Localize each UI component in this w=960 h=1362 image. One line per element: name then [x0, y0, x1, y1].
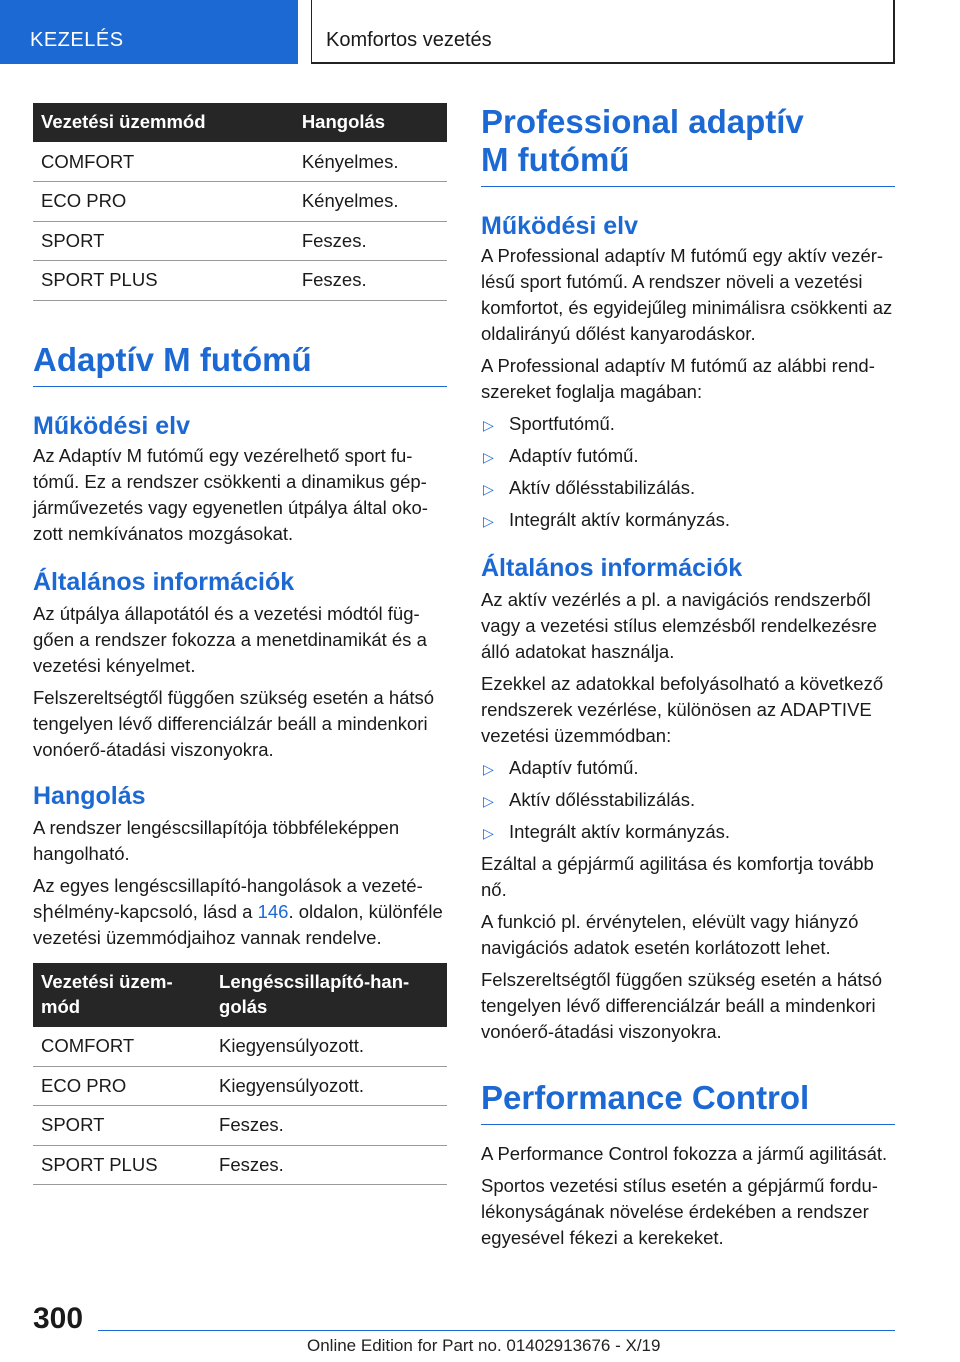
list-item-text: Adaptív futómű.: [509, 445, 639, 466]
paragraph: Felszereltségtől függően szükség esetén a hátsó tengelyen lévő differenciálzár beáll a mindenkori vonóerő-átadási viszonyokra.: [33, 686, 435, 760]
mode-tuning-table: [33, 103, 447, 301]
subsection-heading: Általános információk: [33, 567, 295, 596]
table-cell: Kényelmes.: [294, 182, 447, 222]
paragraph: Sportos vezetési stílus esetén a gépjármű fordu-lékonyságának növelése érdekében a rendszer egyesével fékezi a kerekeket.: [481, 1175, 878, 1248]
triangle-right-icon: ▷: [483, 417, 494, 433]
table-row: [33, 142, 447, 182]
table-cell: SPORT: [33, 1106, 211, 1146]
table-row: [33, 1145, 447, 1185]
list-item: [481, 411, 895, 437]
table-cell: Feszes.: [294, 261, 447, 301]
table-cell: ECO PRO: [33, 182, 294, 222]
damper-tuning-table: [33, 963, 447, 1186]
paragraph: Felszereltségtől függően szükség esetén a hátsó tengelyen lévő differenciálzár beáll a mindenkori vonóerő-átadási viszonyokra.: [481, 969, 883, 1042]
edition-note: Online Edition for Part no. 01402913676 - X/19: [307, 1336, 661, 1355]
section-label: KEZELÉS: [30, 29, 124, 51]
table-header-cell: Lengéscsillapító-han-golás: [211, 963, 447, 1027]
list-item: [481, 787, 895, 813]
paragraph: A Performance Control fokozza a jármű agilitását.: [481, 1143, 888, 1164]
list-item-text: Integrált aktív kormányzás.: [509, 821, 731, 842]
paragraph-with-link: [33, 873, 447, 951]
table-header-row: [33, 963, 447, 1027]
table-cell: SPORT PLUS: [33, 261, 294, 301]
paragraph: Az útpálya állapotától és a vezetési módtól füg-gően a rendszer fokozza a menetdinamikát és a vezetési kényelmet.: [33, 602, 427, 676]
paragraph: Az aktív vezérlés a pl. a navigációs rendszerből vagy a vezetési stílus elemzésből rendelkezésre álló adatokat használja.: [481, 589, 877, 662]
paragraph: Ezekkel az adatokkal befolyásolható a következő rendszerek vezérlése, különösen az ADAPTIVE vezetési üzemmódban:: [481, 673, 884, 746]
triangle-right-icon: ▷: [483, 825, 494, 841]
table-cell: Kényelmes.: [294, 142, 447, 182]
list-item: [481, 819, 895, 845]
triangle-right-icon: ▷: [483, 449, 494, 465]
footer-divider: [98, 1330, 895, 1331]
table-cell: SPORT PLUS: [33, 1145, 211, 1185]
table-cell: COMFORT: [33, 1027, 211, 1067]
subsection-heading: Hangolás: [33, 781, 146, 810]
subsection-heading: Működési elv: [481, 212, 638, 240]
table-row: [33, 221, 447, 261]
triangle-right-icon: ▷: [483, 761, 494, 777]
triangle-right-icon: ▷: [483, 513, 494, 529]
heading-line: M futómű: [481, 141, 630, 178]
list-item-text: Sportfutómű.: [509, 413, 615, 434]
table-cell: Feszes.: [294, 221, 447, 261]
table-cell: SPORT: [33, 221, 294, 261]
paragraph: A rendszer lengéscsillapítója többféleképpen hangolható.: [33, 816, 400, 864]
table-header-row: [33, 103, 447, 142]
chapter-title-box: [311, 0, 895, 64]
list-item: [481, 475, 895, 501]
table-cell: Feszes.: [211, 1106, 447, 1146]
list-item-text: Adaptív futómű.: [509, 757, 639, 778]
table-row: [33, 1027, 447, 1067]
list-item: [481, 507, 895, 533]
subsection-heading: Működési elv: [33, 411, 190, 440]
heading-line: Professional adaptív: [481, 103, 804, 140]
left-column: [33, 103, 447, 1185]
paragraph: A funkció pl. érvénytelen, elévült vagy hiányzó navigációs adatok esetén korlátozott lehet.: [481, 911, 859, 958]
table-cell: Feszes.: [211, 1145, 447, 1185]
component-list: [481, 411, 895, 533]
list-item-text: Aktív dőlésstabilizálás.: [509, 789, 696, 810]
list-item: [481, 755, 895, 781]
triangle-right-icon: ▷: [483, 481, 494, 497]
page-link[interactable]: 146: [257, 900, 289, 922]
table-cell: Kiegyensúlyozott.: [211, 1027, 447, 1067]
section-tab: [0, 0, 298, 64]
paragraph: A Professional adaptív M futómű egy aktív vezér-lésű sport futómű. A rendszer növeli a vezetési komfortot, és egyidejűleg minimálisra csökkenti az oldalirányú dőlést kanyarodáskor.: [481, 245, 893, 344]
table-row: [33, 1066, 447, 1106]
text-run: Az egyes lengéscsillapító-hangolások a vezeté-sիélmény-kapcsoló, lásd a: [33, 874, 423, 922]
triangle-right-icon: ▷: [483, 793, 494, 809]
list-item: [481, 443, 895, 469]
text-run: . oldalon, különféle vezetési üzemmódjaihoz vannak rendelve.: [33, 900, 443, 948]
paragraph: Ezáltal a gépjármű agilitása és komfortja tovább nő.: [481, 853, 874, 900]
table-row: [33, 182, 447, 222]
paragraph: Az Adaptív M futómű egy vezérelhető sport fu-tómű. Ez a rendszer csökkenti a dinamikus gép-járművezetés vagy egyenetlen útpálya által oko-zott nemkívánatos mozgásokat.: [33, 444, 428, 544]
table-header-cell: Hangolás: [294, 103, 447, 142]
subsection-heading: Általános információk: [481, 554, 743, 582]
page-number: 300: [33, 1302, 84, 1335]
section-heading: [481, 103, 895, 187]
table-cell: COMFORT: [33, 142, 294, 182]
list-item-text: Aktív dőlésstabilizálás.: [509, 477, 696, 498]
paragraph: A Professional adaptív M futómű az alábbi rend-szereket foglalja magában:: [481, 355, 875, 402]
table-row: [33, 261, 447, 301]
table-header-cell: Vezetési üzem-mód: [33, 963, 211, 1027]
right-column: [481, 103, 895, 1251]
section-heading: Adaptív M futómű: [33, 341, 447, 387]
table-row: [33, 1106, 447, 1146]
table-cell: Kiegyensúlyozott.: [211, 1066, 447, 1106]
table-header-cell: Vezetési üzemmód: [33, 103, 294, 142]
system-list: [481, 755, 895, 845]
section-heading: Performance Control: [481, 1079, 895, 1125]
table-cell: ECO PRO: [33, 1066, 211, 1106]
chapter-title: Komfortos vezetés: [326, 29, 492, 51]
list-item-text: Integrált aktív kormányzás.: [509, 509, 731, 530]
